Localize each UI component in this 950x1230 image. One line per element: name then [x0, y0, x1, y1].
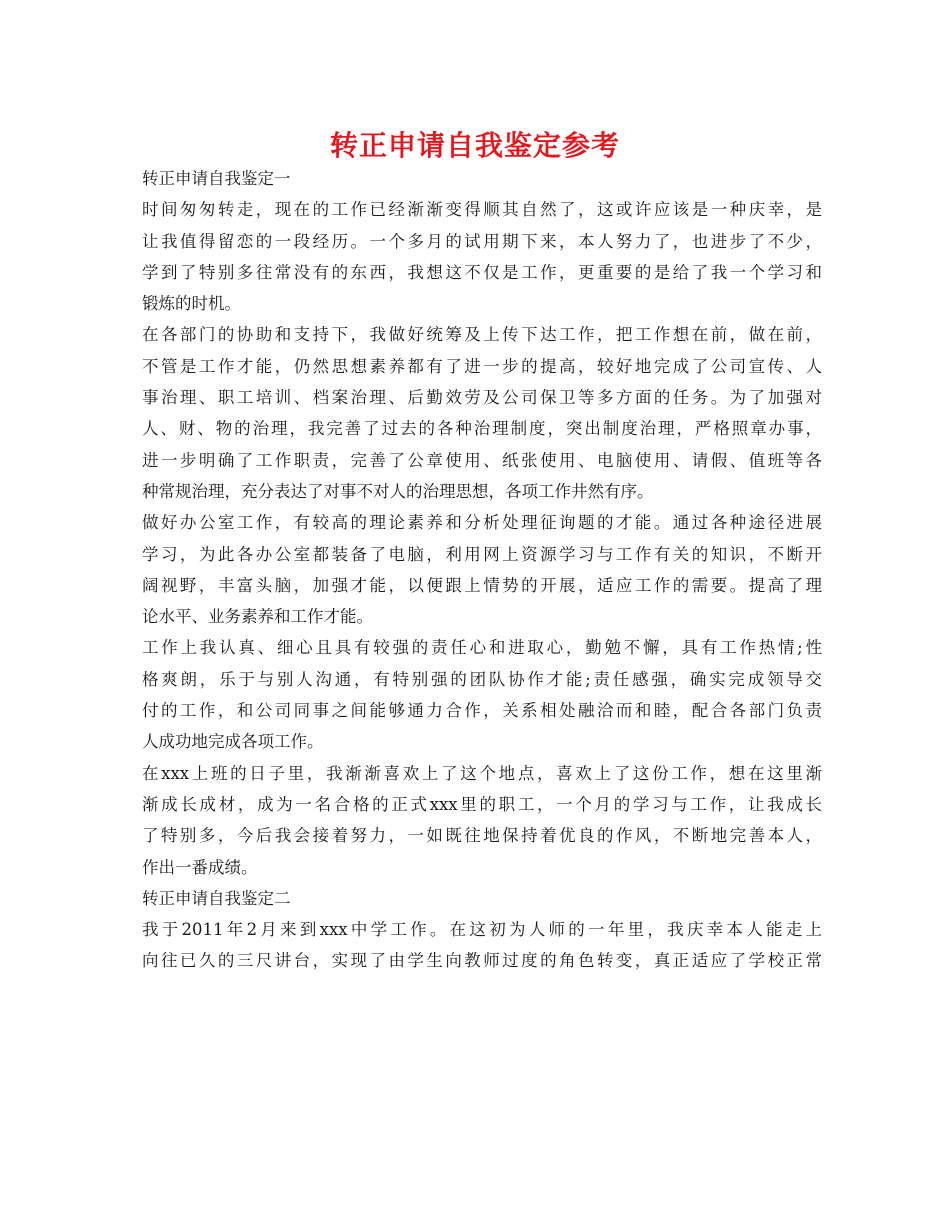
paragraph-line: 论水平、业务素养和工作才能。 — [142, 607, 373, 627]
paragraph-line: 让我值得留恋的一段经历。一个多月的试用期下来，本人努力了，也进步了不少， — [142, 231, 822, 251]
section-heading-2: 转正申请自我鉴定二 — [142, 888, 291, 908]
paragraph-line: 人、财、物的治理，我完善了过去的各种治理制度，突出制度治理，严格照章办事， — [142, 419, 822, 439]
paragraph-line: 向往已久的三尺讲台，实现了由学生向教师过度的角色转变，真正适应了学校正常 — [142, 951, 822, 971]
paragraph-line: 时间匆匆转走，现在的工作已经渐渐变得顺其自然了，这或许应该是一种庆幸，是 — [142, 200, 822, 220]
paragraph-line: 格爽朗，乐于与别人沟通，有特别强的团队协作才能;责任感强，确实完成领导交 — [142, 669, 822, 689]
paragraph-line: 付的工作，和公司同事之间能够通力合作，关系相处融洽而和睦，配合各部门负责 — [142, 701, 822, 721]
paragraph-line: 种常规治理，充分表达了对事不对人的治理思想，各项工作井然有序。 — [142, 481, 654, 501]
section-heading-1: 转正申请自我鉴定一 — [142, 169, 291, 188]
paragraph-line: 人成功地完成各项工作。 — [142, 732, 324, 752]
paragraph-line: 在各部门的协助和支持下，我做好统筹及上传下达工作，把工作想在前，做在前， — [142, 325, 822, 345]
paragraph-line: 做好办公室工作，有较高的理论素养和分析处理征询题的才能。通过各种途径进展 — [142, 513, 822, 533]
document-body — [142, 163, 822, 977]
paragraph-line: 了特别多，今后我会接着努力，一如既往地保持着优良的作风，不断地完善本人， — [142, 826, 822, 846]
paragraph-line: 学习，为此各办公室都装备了电脑，利用网上资源学习与工作有关的知识，不断开 — [142, 544, 822, 564]
document-title: 转正申请自我鉴定参考 — [329, 129, 620, 162]
paragraph-line: 工作上我认真、细心且具有较强的责任心和进取心，勤勉不懈，具有工作热情;性 — [142, 638, 822, 658]
paragraph-line: 在xxx上班的日子里，我渐渐喜欢上了这个地点，喜欢上了这份工作，想在这里渐 — [142, 763, 822, 783]
paragraph-line: 学到了特别多往常没有的东西，我想这不仅是工作，更重要的是给了我一个学习和 — [142, 262, 822, 282]
paragraph-line: 阔视野，丰富头脑，加强才能，以便跟上情势的开展，适应工作的需要。提高了理 — [142, 575, 822, 595]
paragraph-line: 事治理、职工培训、档案治理、后勤效劳及公司保卫等多方面的任务。为了加强对 — [142, 388, 822, 408]
paragraph-line: 渐成长成材，成为一名合格的正式xxx里的职工，一个月的学习与工作，让我成长 — [142, 794, 822, 814]
paragraph-line: 我于2011年2月来到xxx中学工作。在这初为人师的一年里，我庆幸本人能走上 — [142, 920, 822, 940]
paragraph-line: 锻炼的时机。 — [142, 294, 241, 314]
paragraph-line: 不管是工作才能，仍然思想素养都有了进一步的提高，较好地完成了公司宣传、人 — [142, 356, 822, 376]
paragraph-line: 进一步明确了工作职责，完善了公章使用、纸张使用、电脑使用、请假、值班等各 — [142, 450, 822, 470]
paragraph-line: 作出一番成绩。 — [142, 857, 258, 877]
